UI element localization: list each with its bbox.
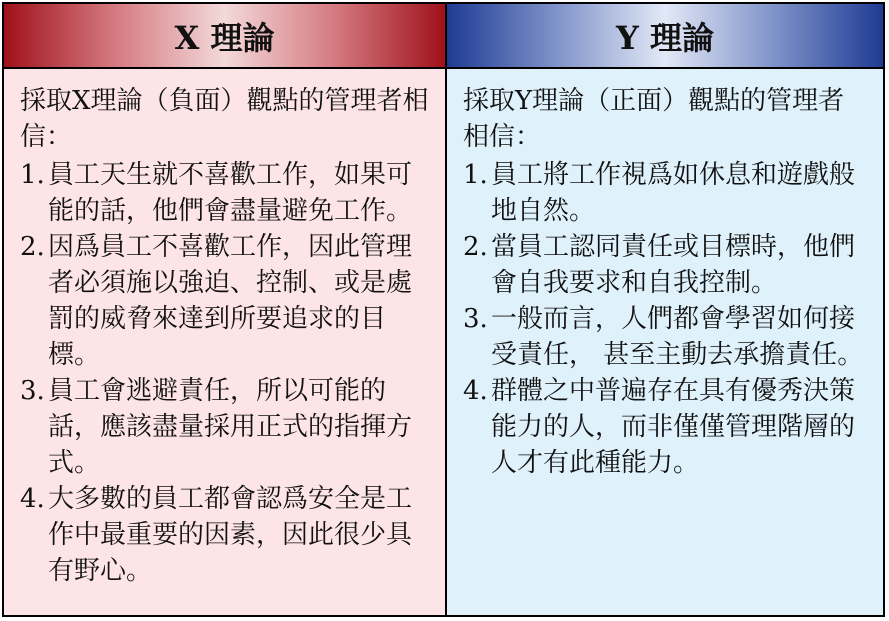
y-theory-point [463, 157, 867, 229]
point-number: 4. [463, 376, 488, 406]
point-number: 3. [20, 376, 45, 406]
y-theory-point [463, 301, 867, 373]
point-text: 員工會逃避責任，所以可能的話，應該盡量採用正式的指揮方式。 [48, 376, 413, 478]
x-theory-point [20, 229, 429, 373]
x-theory-point [20, 157, 429, 229]
x-theory-column [4, 4, 447, 615]
y-theory-header: Y 理論 [447, 4, 883, 69]
point-number: 1. [20, 160, 45, 190]
x-theory-list [20, 157, 429, 589]
x-theory-header: X 理論 [4, 4, 445, 69]
x-theory-point [20, 481, 429, 589]
y-theory-point [463, 373, 867, 481]
point-text: 一般而言，人們都會學習如何接受責任， 甚至主動去承擔責任。 [491, 304, 864, 370]
point-number: 3. [463, 304, 488, 334]
point-text: 大多數的員工都會認爲安全是工作中最重要的因素，因此很少具有野心。 [48, 484, 413, 586]
y-theory-point [463, 229, 867, 301]
y-theory-column [447, 4, 883, 615]
x-theory-point [20, 373, 429, 481]
y-theory-intro: 採取Y理論（正面）觀點的管理者相信： [463, 86, 845, 152]
y-theory-body [447, 69, 883, 615]
point-text: 當員工認同責任或目標時，他們會自我要求和自我控制。 [491, 232, 856, 298]
x-theory-intro: 採取X理論（負面）觀點的管理者相信： [20, 86, 429, 152]
point-text: 因爲員工不喜歡工作，因此管理者必須施以強迫、控制、或是處罰的威脅來達到所要追求的目標。 [48, 232, 413, 370]
y-theory-list [463, 157, 867, 481]
point-text: 員工將工作視爲如休息和遊戲般地自然。 [491, 160, 856, 226]
point-number: 1. [463, 160, 488, 190]
x-theory-body [4, 69, 445, 615]
point-text: 員工天生就不喜歡工作，如果可能的話，他們會盡量避免工作。 [48, 160, 413, 226]
point-text: 群體之中普遍存在具有優秀決策能力的人，而非僅僅管理階層的人才有此種能力。 [491, 376, 856, 478]
point-number: 4. [20, 484, 45, 514]
theory-comparison-table [2, 2, 885, 617]
point-number: 2. [463, 232, 488, 262]
point-number: 2. [20, 232, 45, 262]
